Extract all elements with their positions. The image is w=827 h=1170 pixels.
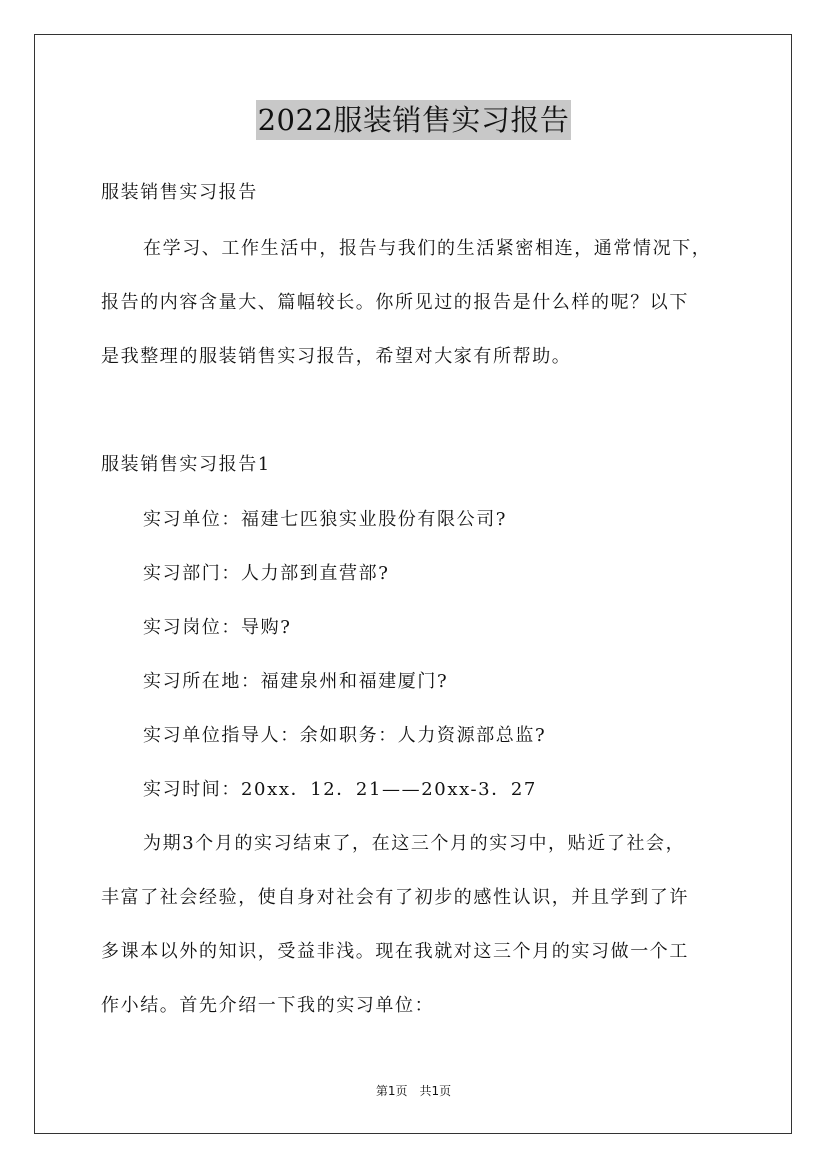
body-line-2: 丰富了社会经验，使自身对社会有了初步的感性认识，并且学到了许	[101, 887, 689, 908]
intro-line-1: 在学习、工作生活中，报告与我们的生活紧密相连，通常情况下，	[143, 238, 712, 259]
field-line-position: 实习岗位：导购?	[143, 617, 292, 638]
title-container	[0, 100, 827, 140]
body-line-4: 作小结。首先介绍一下我的实习单位：	[101, 995, 435, 1016]
body-line-3: 多课本以外的知识，受益非浅。现在我就对这三个月的实习做一个工	[101, 941, 689, 962]
intro-line-2: 报告的内容含量大、篇幅较长。你所见过的报告是什么样的呢？以下	[101, 292, 689, 313]
document-title: 2022服装销售实习报告	[256, 100, 572, 140]
field-line-unit: 实习单位：福建七匹狼实业股份有限公司?	[143, 509, 508, 530]
field-line-location: 实习所在地：福建泉州和福建厦门?	[143, 671, 449, 692]
field-line-department: 实习部门：人力部到直营部?	[143, 563, 390, 584]
section-heading: 服装销售实习报告1	[101, 454, 271, 475]
field-line-period: 实习时间：20xx．12．21——20xx-3．27	[143, 779, 537, 800]
document-subtitle: 服装销售实习报告	[101, 182, 258, 203]
page-footer: 第1页 共1页	[375, 1084, 452, 1098]
body-line-1: 为期3个月的实习结束了，在这三个月的实习中，贴近了社会，	[143, 833, 686, 854]
intro-line-3: 是我整理的服装销售实习报告，希望对大家有所帮助。	[101, 346, 572, 367]
field-line-supervisor: 实习单位指导人：余如职务：人力资源部总监?	[143, 725, 547, 746]
